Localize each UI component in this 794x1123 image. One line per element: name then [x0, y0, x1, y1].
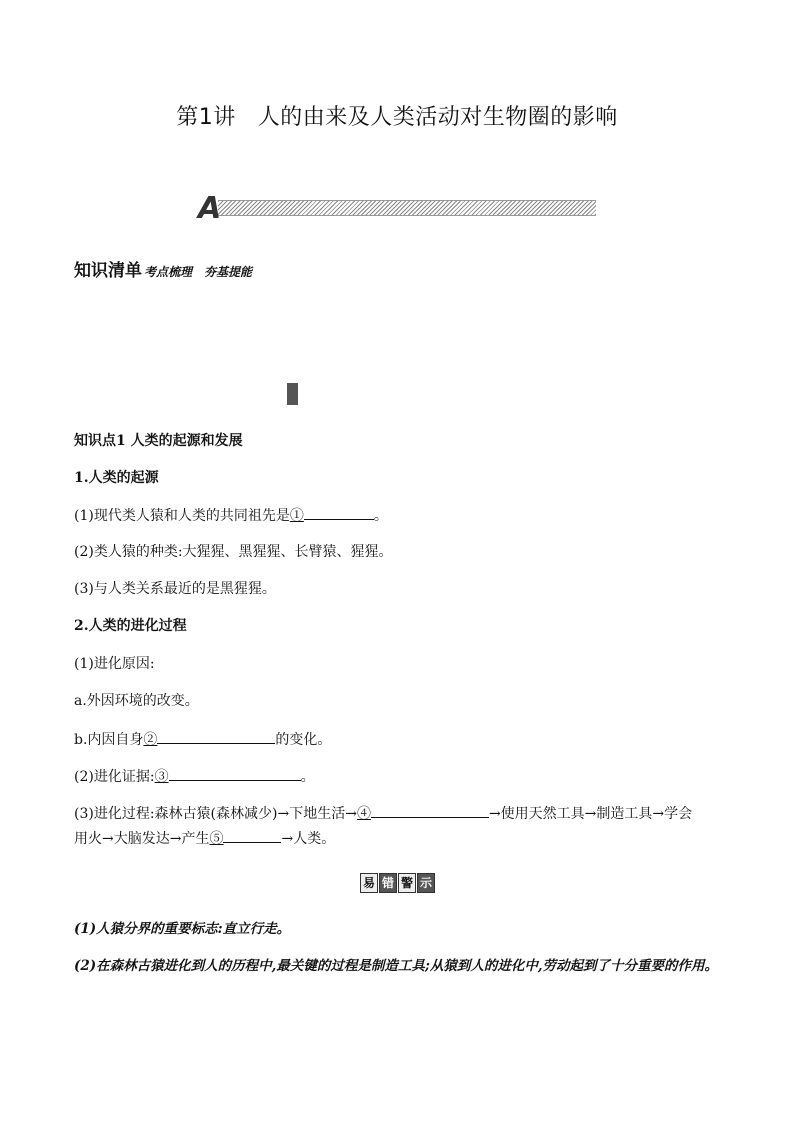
blank-number-4: ④ — [356, 806, 371, 822]
lecture-number: 第1讲 — [176, 105, 236, 130]
fill-blank-2[interactable] — [157, 729, 275, 744]
badge-char-3: 警 — [398, 873, 416, 893]
section-a-banner — [196, 191, 600, 226]
warning-item-1: (1)人猿分界的重要标志:直立行走。 — [74, 921, 291, 937]
fill-blank-1[interactable] — [304, 505, 374, 520]
block-marker — [287, 383, 298, 405]
fill-blank-3[interactable] — [169, 766, 301, 781]
section-main-title: 知识清单 — [74, 261, 142, 281]
section-letter: A — [198, 191, 221, 226]
section-sub-title: 考点梳理 夯基提能 — [144, 265, 253, 279]
item-common-ancestor: (1)现代类人猿和人类的共同祖先是① 。 — [74, 505, 388, 525]
lecture-topic: 人的由来及人类活动对生物圈的影响 — [257, 105, 618, 130]
badge-char-1: 易 — [360, 873, 378, 893]
blank-number-3: ③ — [154, 769, 169, 785]
badge-char-4: 示 — [417, 873, 435, 893]
blank-number-1: ① — [289, 508, 304, 524]
item-evolution-causes: (1)进化原因: — [74, 656, 155, 672]
item-closest-relative: (3)与人类关系最近的是黑猩猩。 — [74, 581, 276, 597]
fill-blank-4[interactable] — [371, 803, 489, 818]
blank-number-2: ② — [143, 732, 158, 748]
fill-blank-5[interactable] — [223, 828, 281, 843]
item-internal-cause: b.内因自身② 的变化。 — [74, 729, 331, 749]
item-evolution-evidence: (2)进化证据:③ 。 — [74, 766, 315, 786]
item-evolution-process-line2: 用火→大脑发达→产生⑤ →人类。 — [74, 828, 335, 848]
warning-item-2: (2)在森林古猿进化到人的历程中,最关键的过程是制造工具;从猿到人的进化中,劳动起到了十分重要的作用。 — [74, 958, 719, 974]
item-ape-species: (2)类人猿的种类:大猩猩、黑猩猩、长臂猿、猩猩。 — [74, 544, 393, 560]
blank-number-5: ⑤ — [209, 831, 224, 847]
subsection-evolution: 2.人类的进化过程 — [74, 618, 187, 634]
page-title — [0, 100, 794, 131]
hatch-bar — [218, 200, 596, 216]
knowledge-point-heading: 知识点1 人类的起源和发展 — [74, 433, 243, 449]
subsection-origin: 1.人类的起源 — [74, 470, 159, 486]
item-external-cause: a.外因环境的改变。 — [74, 693, 199, 709]
badge-char-2: 错 — [379, 873, 397, 893]
item-evolution-process-line1: (3)进化过程:森林古猿(森林减少)→下地生活→④ →使用天然工具→制造工具→学会 — [74, 803, 692, 823]
section-heading — [74, 256, 252, 281]
error-warning-badge — [360, 873, 435, 893]
